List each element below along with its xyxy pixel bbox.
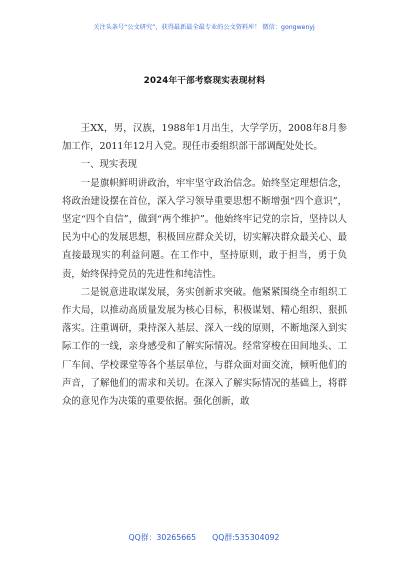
intro-paragraph: 王XX，男，汉族，1988年1月出生，大学学历，2008年8月参加工作，2011年12月入党。现任市委组织部干部调配处处长。 — [62, 123, 347, 153]
footer-qq-groups — [0, 532, 408, 543]
document-body — [62, 60, 347, 411]
top-banner: 关注头条号“公文研究”，获得最新最全最专业的公文资料库！ 微信：gongwenyj — [93, 24, 315, 31]
paragraph-1: 一是旗帜鲜明讲政治，牢牢坚守政治信念。始终坚定理想信念，将政治建设摆在首位，深入学习领导重要思想不断增强“四个意识”，坚定“四个自信”，做到“两个维护”。他始终牢记党的宗旨，坚持以人民为中心的发展思想，积极回应群众关切，切实解决群众最关心、最直接最现实的利益问题。在工作中，坚持原则，敢于担当，勇于负责，始终保持党员的先进性和纯洁性。 — [62, 177, 347, 280]
document-title: 2024年干部考察现实表现材料 — [143, 76, 266, 86]
section-heading: 一、现实表现 — [80, 159, 138, 171]
footer-qq-group-2: QQ群:535304092 — [212, 533, 280, 542]
footer-qq-group-1: QQ群：30265665 — [128, 533, 197, 542]
paragraph-2: 二是锐意进取谋发展，务实创新求突破。他紧紧围绕全市组织工作大局，以推动高质量发展为核心目标，积极谋划、精心组织、狠抓落实。注重调研，秉持深入基层、深入一线的原则，不断地深入到实际工作的一线，亲身感受和了解实际情况。经常穿梭在田间地头、工厂车间、学校课堂等各个基层单位，与群众面对面交流，倾听他们的声音，了解他们的需求和关切。在深入了解实际情况的基础上，将群众的意见作为决策的重要依据。强化创新，敢 — [62, 286, 347, 408]
